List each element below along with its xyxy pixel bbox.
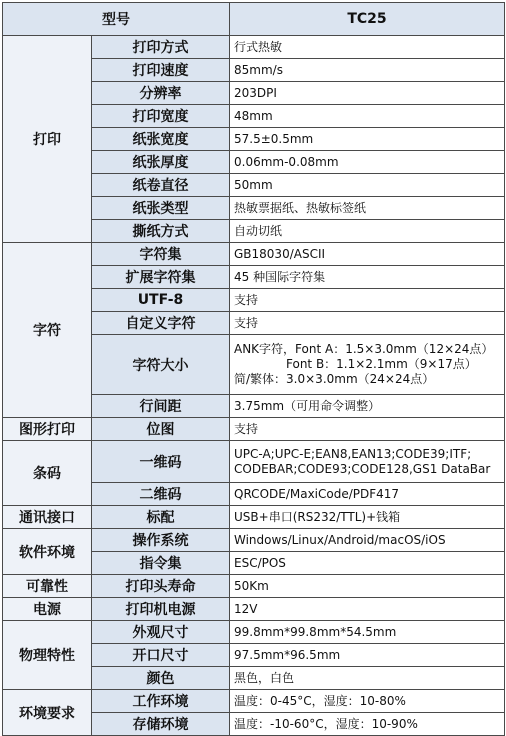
spec-key: 打印方式 — [92, 36, 230, 59]
category-environment: 环境要求 — [3, 690, 92, 736]
spec-key: 字符集 — [92, 243, 230, 266]
spec-value: 48mm — [230, 105, 505, 128]
model-value: TC25 — [230, 3, 505, 36]
spec-value — [230, 335, 505, 395]
category-reliability: 可靠性 — [3, 575, 92, 598]
spec-value: 支持 — [230, 418, 505, 441]
spec-value: 50mm — [230, 174, 505, 197]
spec-value: 行式热敏 — [230, 36, 505, 59]
spec-key: 分辨率 — [92, 82, 230, 105]
table-row — [3, 529, 505, 552]
spec-value: Windows/Linux/Android/macOS/iOS — [230, 529, 505, 552]
spec-value: 3.75mm（可用命令调整） — [230, 395, 505, 418]
spec-key: 自定义字符 — [92, 312, 230, 335]
table-row — [3, 418, 505, 441]
spec-key: 存储环境 — [92, 713, 230, 736]
spec-key: 撕纸方式 — [92, 220, 230, 243]
category-physical: 物理特性 — [3, 621, 92, 690]
header-row — [3, 3, 505, 36]
spec-key: 纸张宽度 — [92, 128, 230, 151]
spec-value: 黑色，白色 — [230, 667, 505, 690]
spec-key: 打印宽度 — [92, 105, 230, 128]
spec-key: 标配 — [92, 506, 230, 529]
spec-key: 工作环境 — [92, 690, 230, 713]
spec-value: GB18030/ASCII — [230, 243, 505, 266]
spec-key: 打印速度 — [92, 59, 230, 82]
spec-value: USB+串口(RS232/TTL)+钱箱 — [230, 506, 505, 529]
spec-value: 热敏票据纸、热敏标签纸 — [230, 197, 505, 220]
table-row — [3, 36, 505, 59]
spec-key: 纸卷直径 — [92, 174, 230, 197]
table-row — [3, 441, 505, 483]
spec-key: 指令集 — [92, 552, 230, 575]
table-row — [3, 506, 505, 529]
model-label: 型号 — [3, 3, 230, 36]
spec-key: 二维码 — [92, 483, 230, 506]
spec-key: 外观尺寸 — [92, 621, 230, 644]
spec-value: 57.5±0.5mm — [230, 128, 505, 151]
spec-value: 支持 — [230, 312, 505, 335]
table-row — [3, 243, 505, 266]
spec-key: 打印头寿命 — [92, 575, 230, 598]
category-chars: 字符 — [3, 243, 92, 418]
table-row — [3, 621, 505, 644]
table-row — [3, 575, 505, 598]
table-row — [3, 598, 505, 621]
category-print: 打印 — [3, 36, 92, 243]
spec-value: 97.5mm*96.5mm — [230, 644, 505, 667]
spec-value: 45 种国际字符集 — [230, 266, 505, 289]
spec-value: 温度：0-45°C，湿度：10-80% — [230, 690, 505, 713]
spec-value: 0.06mm-0.08mm — [230, 151, 505, 174]
spec-value: 203DPI — [230, 82, 505, 105]
spec-value-line: CODEBAR;CODE93;CODE128,GS1 DataBar — [234, 461, 491, 476]
spec-value: 99.8mm*99.8mm*54.5mm — [230, 621, 505, 644]
spec-key: 纸张类型 — [92, 197, 230, 220]
spec-value: 自动切纸 — [230, 220, 505, 243]
category-interface: 通讯接口 — [3, 506, 92, 529]
spec-key: 扩展字符集 — [92, 266, 230, 289]
category-power: 电源 — [3, 598, 92, 621]
table-row — [3, 690, 505, 713]
spec-value-line: 简/繁体：3.0×3.0mm（24×24点） — [234, 372, 435, 386]
spec-value: 50Km — [230, 575, 505, 598]
spec-key: 位图 — [92, 418, 230, 441]
spec-value — [230, 441, 505, 483]
spec-value: 12V — [230, 598, 505, 621]
spec-key: 一维码 — [92, 441, 230, 483]
spec-key: 纸张厚度 — [92, 151, 230, 174]
spec-value: QRCODE/MaxiCode/PDF417 — [230, 483, 505, 506]
spec-key: 行间距 — [92, 395, 230, 418]
spec-value: ESC/POS — [230, 552, 505, 575]
spec-value-line: UPC-A;UPC-E;EAN8,EAN13;CODE39;ITF; — [234, 446, 472, 461]
spec-key: 颜色 — [92, 667, 230, 690]
spec-value: 温度：-10-60°C，湿度：10-90% — [230, 713, 505, 736]
spec-value: 支持 — [230, 289, 505, 312]
category-software: 软件环境 — [3, 529, 92, 575]
spec-value-line: Font B：1.1×2.1mm（9×17点） — [286, 357, 477, 371]
spec-key: 打印机电源 — [92, 598, 230, 621]
spec-key: 操作系统 — [92, 529, 230, 552]
spec-value: 85mm/s — [230, 59, 505, 82]
spec-table — [2, 2, 505, 736]
spec-key: 字符大小 — [92, 335, 230, 395]
spec-key: UTF-8 — [92, 289, 230, 312]
spec-value-line: ANK字符，Font A：1.5×3.0mm（12×24点） — [234, 342, 494, 356]
spec-key: 开口尺寸 — [92, 644, 230, 667]
category-barcode: 条码 — [3, 441, 92, 506]
category-graphic: 图形打印 — [3, 418, 92, 441]
